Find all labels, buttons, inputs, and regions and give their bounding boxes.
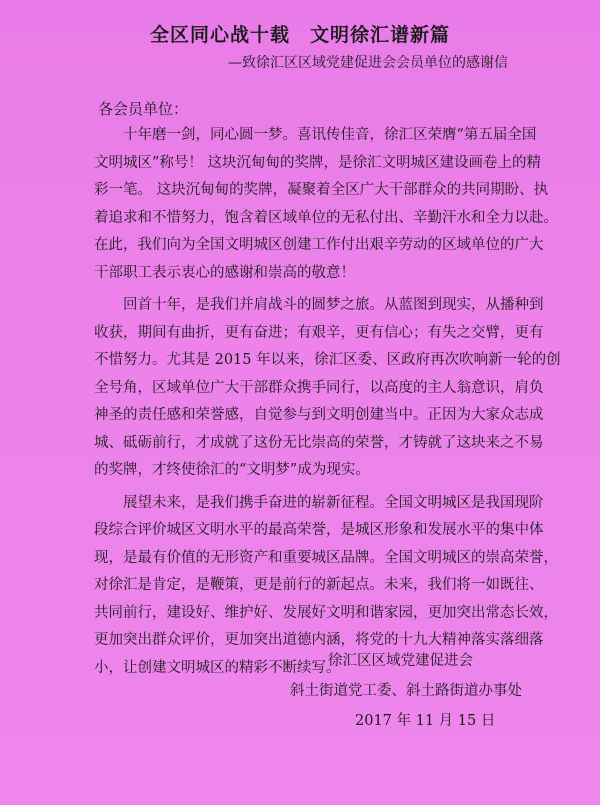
paragraph-line: 文明城区”称号！ 这块沉甸甸的奖牌，是徐汇文明城区建设画卷上的精 bbox=[94, 154, 542, 171]
paragraph-3 bbox=[94, 490, 558, 683]
paragraph-line: 对徐汇是肯定，是鞭策，更是前行的新起点。未来，我们将一如既往、 bbox=[94, 577, 544, 593]
paragraph-line: 全号角，区域单位广大干部群众携手同行，以高度的主人翁意识，肩负 bbox=[94, 379, 544, 396]
paragraph-line: 干部职工表示衷心的感谢和崇高的敬意！ bbox=[94, 264, 355, 281]
paragraph-line: 着追求和不惜努力，饱含着区域单位的无私付出、辛勤汗水和全力以赴。 bbox=[94, 209, 558, 226]
signature-date: 2017 年 11 月 15 日 bbox=[355, 713, 496, 729]
signature-org: 徐汇区区域党建促进会 bbox=[328, 653, 473, 669]
paragraph-line: 神圣的责任感和荣誉感，自觉参与到文明创建当中。正因为大家众志成 bbox=[94, 407, 544, 423]
paragraph-line: 现，是最有价值的无形资产和重要城区品牌。全国文明城区的崇高荣誉， bbox=[94, 549, 558, 566]
salutation: 各会员单位： bbox=[98, 100, 189, 118]
paragraph-line: 在此，我们向为全国文明城区创建工作付出艰辛劳动的区域单位的广大 bbox=[94, 237, 544, 253]
paragraph-line: 更加突出群众评价，更加突出道德内涵，将党的十九大精神落实落细落 bbox=[94, 632, 544, 648]
paragraph-line: 收获，期间有曲折，更有奋进；有艰辛，更有信心；有失之交臂，更有 bbox=[94, 324, 544, 341]
paragraph-line: 小，让创建文明城区的精彩不断续写。 bbox=[94, 659, 341, 676]
letter-subtitle: —致徐汇区区域党建促进会会员单位的感谢信 bbox=[228, 55, 508, 71]
paragraph-1 bbox=[94, 122, 558, 287]
paragraph-line: 段综合评价城区文明水平的最高荣誉，是城区形象和发展水平的集中体 bbox=[94, 522, 544, 538]
paragraph-2 bbox=[94, 292, 561, 485]
paragraph-line: 展望未来，是我们携手奋进的崭新征程。全国文明城区是我国现阶 bbox=[123, 494, 544, 511]
paragraph-line: 城、砥砺前行，才成就了这份无比崇高的荣誉，才铸就了这块来之不易 bbox=[94, 434, 544, 451]
signature-org-secondary: 斜土街道党工委、斜土路街道办事处 bbox=[290, 683, 522, 699]
letter-title: 全区同心战十载 文明徐汇谱新篇 bbox=[149, 24, 450, 46]
paragraph-line: 彩一笔。 这块沉甸甸的奖牌，凝聚着全区广大干部群众的共同期盼、执 bbox=[94, 182, 549, 198]
letter-body bbox=[94, 122, 561, 687]
paragraph-line: 十年磨一剑，同心圆一梦。喜讯传佳音，徐汇区荣膺“第五届全国 bbox=[123, 127, 537, 143]
paragraph-line: 不惜努力。尤其是 2015 年以来，徐汇区委、区政府再次吹响新一轮的创 bbox=[94, 352, 561, 368]
paragraph-line: 共同前行，建设好、维护好、发展好文明和谐家园，更加突出常态长效， bbox=[94, 604, 558, 621]
paragraph-line: 回首十年，是我们并肩战斗的圆梦之旅。从蓝图到现实，从播种到 bbox=[123, 297, 544, 313]
paragraph-line: 的奖牌，才终使徐汇的“文明梦”成为现实。 bbox=[94, 462, 370, 478]
